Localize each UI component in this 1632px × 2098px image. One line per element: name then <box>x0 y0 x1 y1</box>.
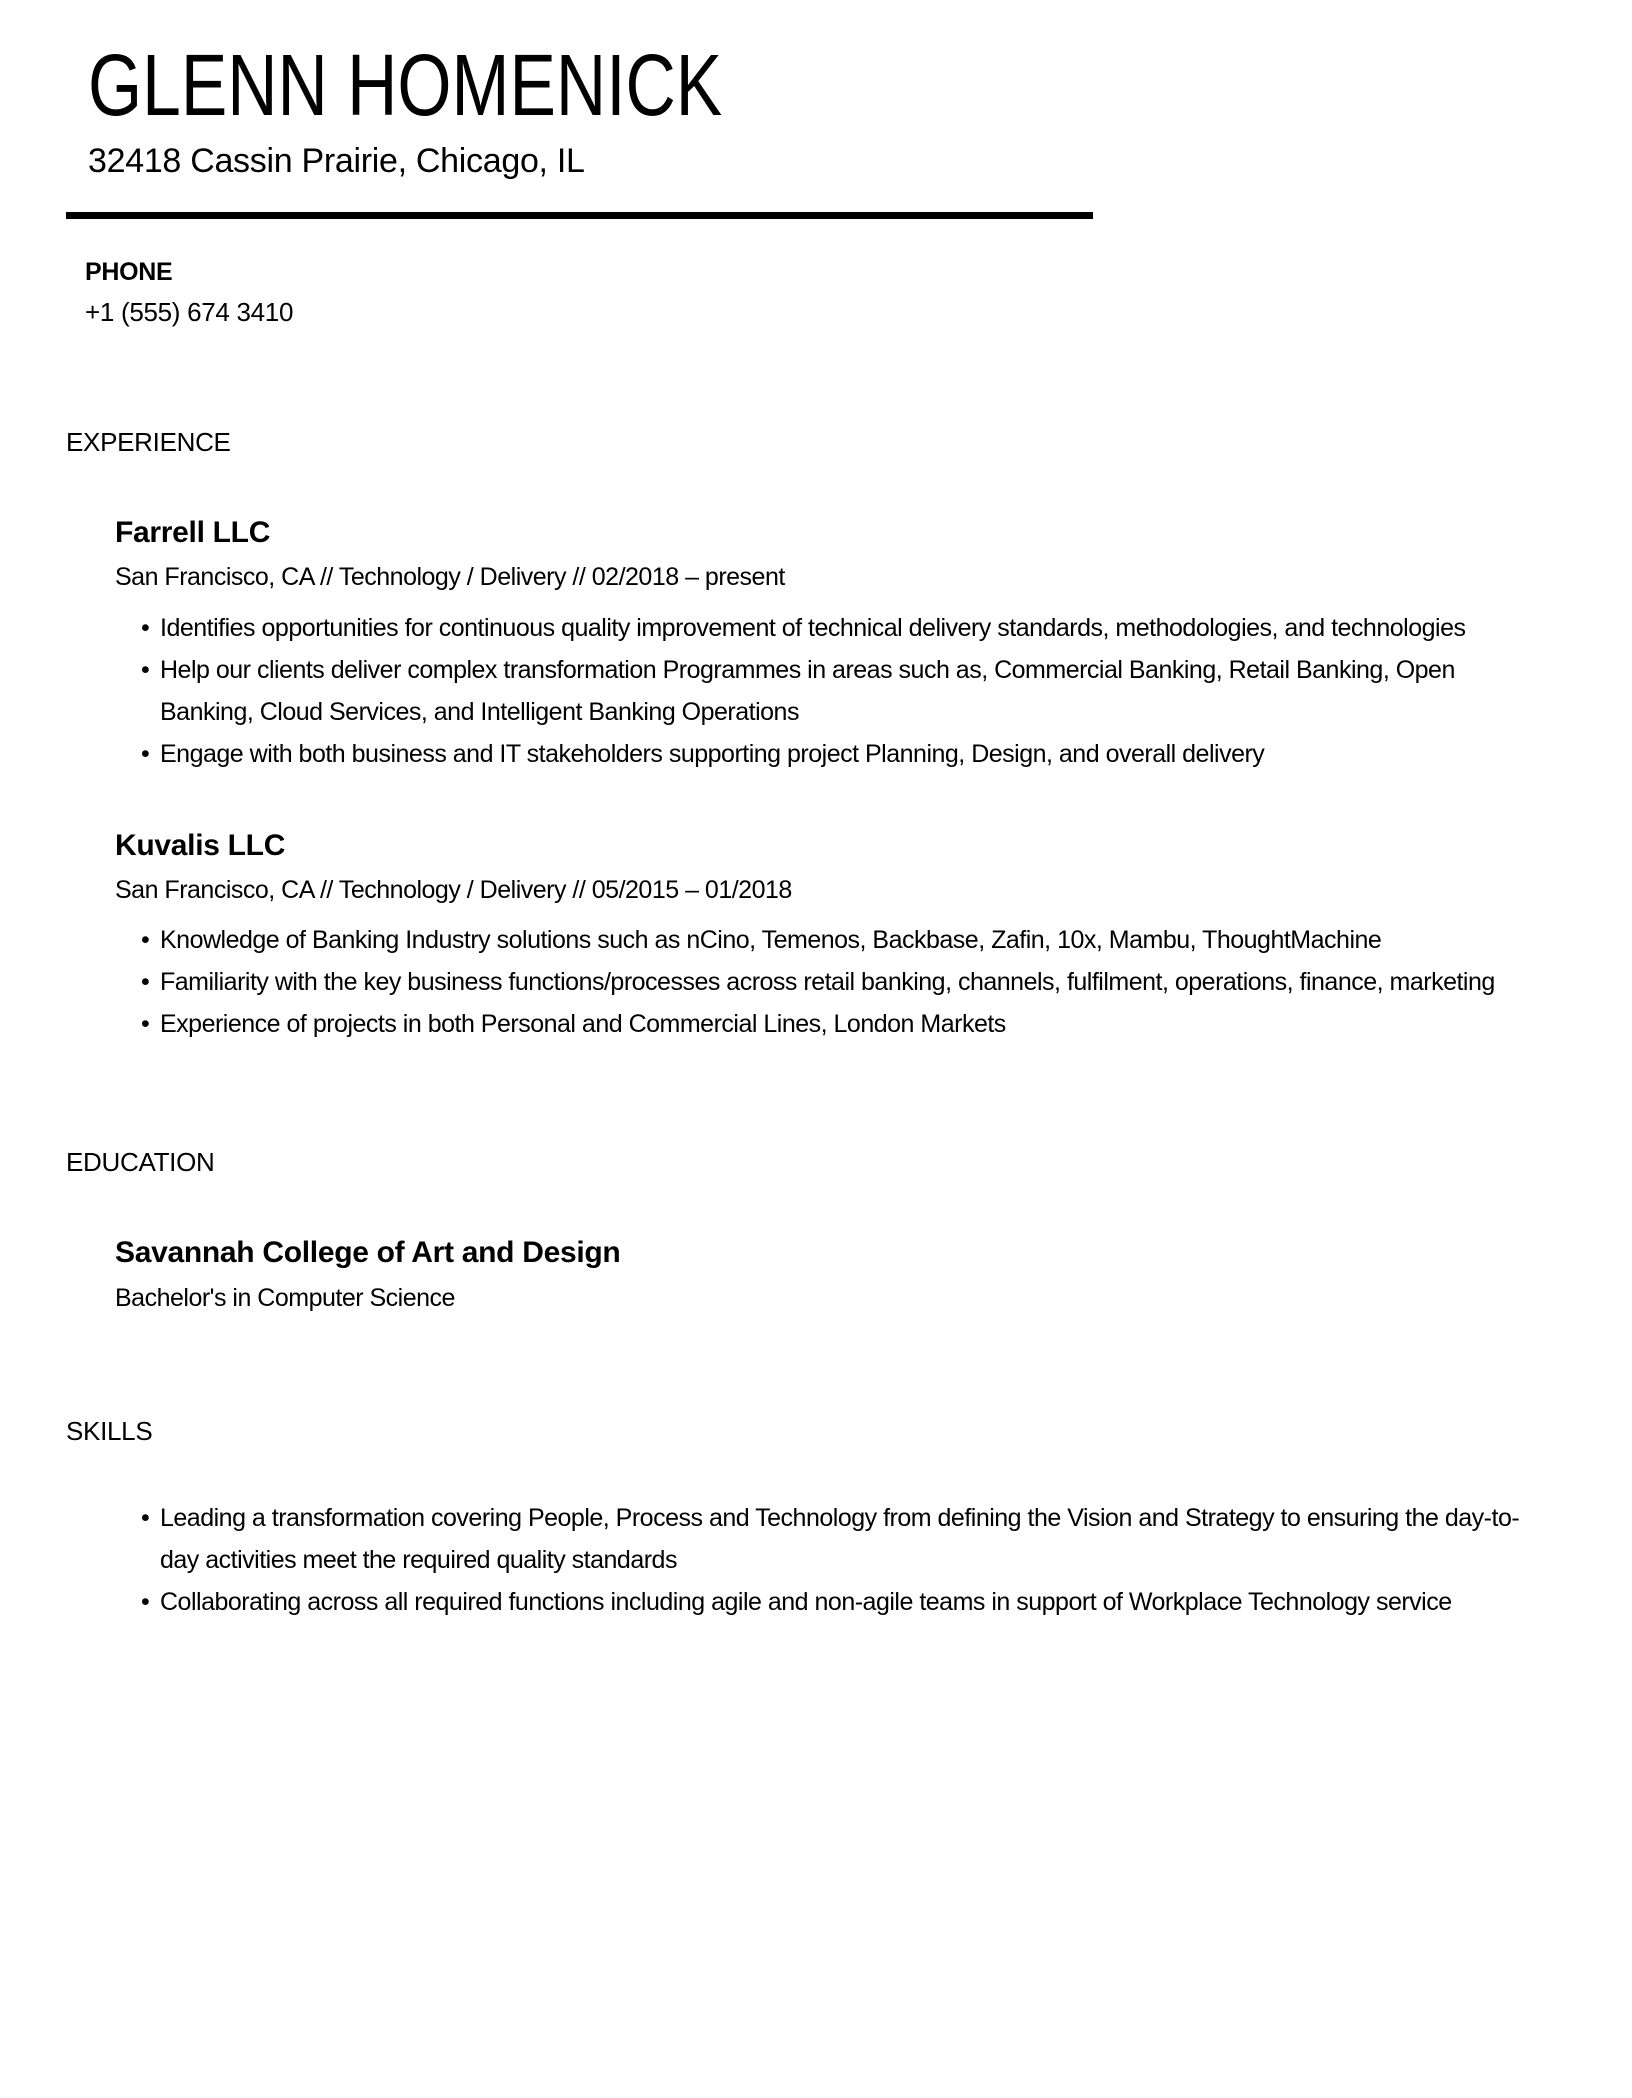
job-title: Kuvalis LLC <box>115 828 286 862</box>
bullet-text: Engage with both business and IT stakeholders supporting project Planning, Design, and overall delivery <box>160 739 1265 768</box>
bullet-text: Familiarity with the key business functions/processes across retail banking, channels, fulfilment, operations, finance, marketing <box>160 968 1495 997</box>
bullet-list <box>66 919 1550 1045</box>
bullet-item <box>66 607 1550 649</box>
bullet-text: Help our clients deliver complex transformation Programmes in areas such as, Commercial Banking, Retail Banking, Open Banking, Cloud Services, and Intelligent Banking Operations <box>160 655 1455 726</box>
phone-value: +1 (555) 674 3410 <box>85 296 294 327</box>
bullet-marker: • <box>141 613 150 642</box>
resume-address: 32418 Cassin Prairie, Chicago, IL <box>88 142 585 180</box>
bullet-marker: • <box>141 1588 150 1617</box>
job-meta: San Francisco, CA // Technology / Delivery // 02/2018 – present <box>115 563 785 592</box>
resume-name: GLENN HOMENICK <box>88 37 723 134</box>
bullet-text: Identifies opportunities for continuous quality improvement of technical delivery standards, methodologies, and technologies <box>160 613 1466 642</box>
bullet-text: Collaborating across all required functions including agile and non-agile teams in support of Workplace Technology service <box>160 1588 1452 1617</box>
phone-label: PHONE <box>85 258 173 287</box>
section-heading-experience: EXPERIENCE <box>66 427 231 458</box>
bullet-item <box>66 733 1550 775</box>
job-meta: San Francisco, CA // Technology / Delivery // 05/2015 – 01/2018 <box>115 875 792 904</box>
bullet-item <box>66 1581 1550 1623</box>
school-name: Savannah College of Art and Design <box>115 1236 621 1270</box>
bullet-item <box>66 961 1550 1003</box>
bullet-text: Leading a transformation covering People, Process and Technology from defining the Vision and Strategy to ensuring the day-to-day activities meet the required quality standards <box>160 1504 1520 1575</box>
bullet-marker: • <box>141 655 150 684</box>
bullet-item <box>66 1003 1550 1045</box>
bullet-item <box>66 649 1550 733</box>
job-entry <box>66 513 1550 775</box>
section-heading-education: EDUCATION <box>66 1147 215 1178</box>
job-title: Farrell LLC <box>115 516 271 550</box>
bullet-text: Experience of projects in both Personal and Commercial Lines, London Markets <box>160 1010 1006 1039</box>
section-heading-skills: SKILLS <box>66 1415 153 1446</box>
bullet-item <box>66 919 1550 961</box>
bullet-text: Knowledge of Banking Industry solutions such as nCino, Temenos, Backbase, Zafin, 10x, Mambu, ThoughtMachine <box>160 926 1382 955</box>
bullet-item <box>66 1497 1550 1581</box>
bullet-marker: • <box>141 739 150 768</box>
bullet-list <box>66 607 1550 775</box>
degree: Bachelor's in Computer Science <box>115 1284 455 1313</box>
job-entry <box>66 826 1550 1046</box>
bullet-marker: • <box>141 1010 150 1039</box>
bullet-marker: • <box>141 968 150 997</box>
bullet-list <box>66 1497 1550 1623</box>
bullet-marker: • <box>141 1504 150 1533</box>
bullet-marker: • <box>141 926 150 955</box>
header-divider <box>66 212 1093 219</box>
